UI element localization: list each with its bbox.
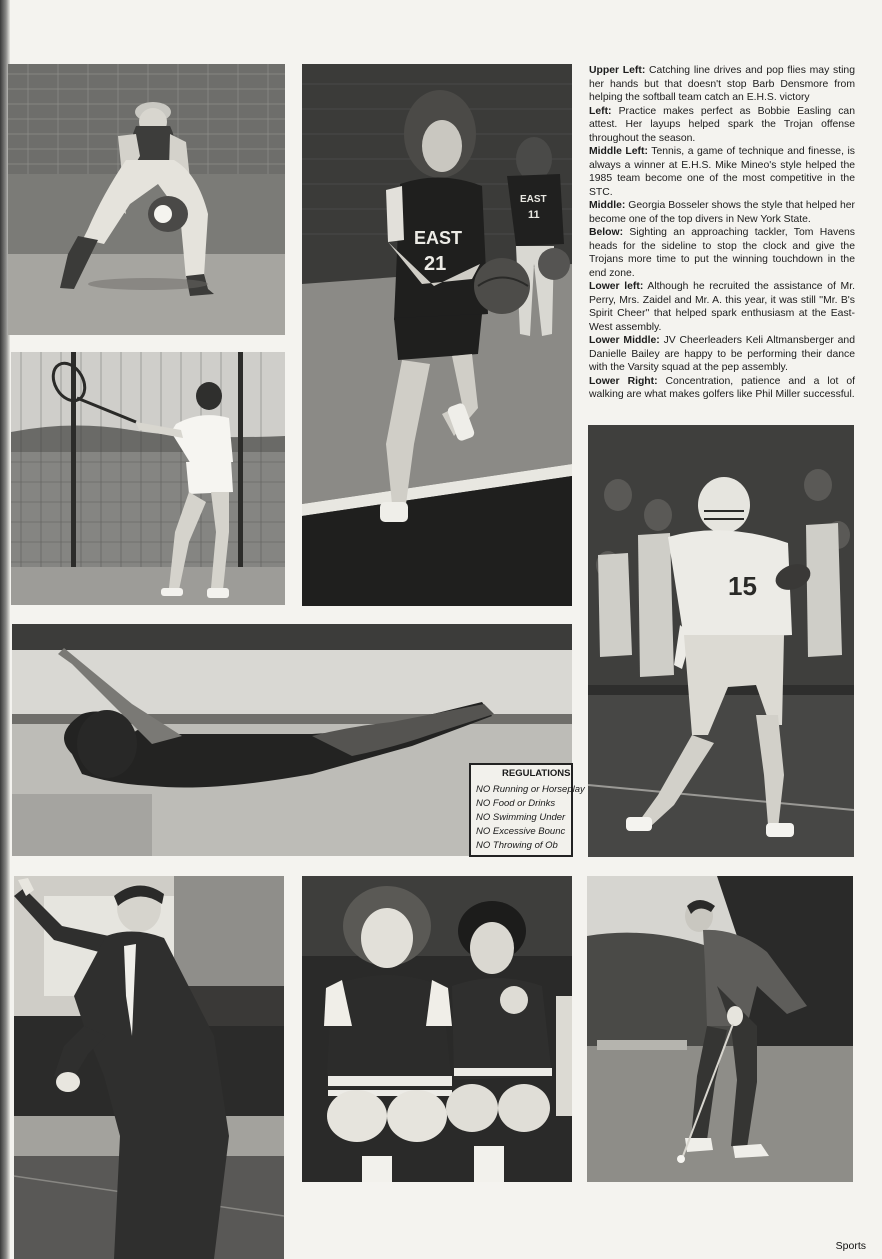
sign-line-3: NO Food or Drinks <box>476 798 556 809</box>
caption-lower-middle: Lower Middle: JV Cheerleaders Keli Altmansberger and Danielle Bailey are happy to be performing their dance with the Varsity squad at the pep assembly. <box>589 335 855 373</box>
photo-captions <box>589 64 855 402</box>
sign-line-6: NO Throwing of Ob <box>476 840 558 851</box>
caption-lower-right: Lower Right: Concentration, patience and a lot of walking are what makes golfers like Phil Miller successful. <box>589 375 855 400</box>
caption-middle: Middle: Georgia Bosseler shows the style that helped her become one of the top divers in New York State. <box>589 200 855 225</box>
football-jersey-number: 15 <box>728 571 757 601</box>
jersey-number: 21 <box>424 253 447 275</box>
caption-lower-left: Lower left: Although he recruited the assistance of Mr. Perry, Mrs. Zaidel and Mr. A. this year, it was still ''Mr. B's Spirit Cheer'' that helped spark enthusiasm at the East-West assembly. <box>589 281 855 333</box>
jersey-back-text: EAST <box>520 194 547 205</box>
section-footer: Sports <box>835 1240 866 1252</box>
softball-photo <box>8 64 285 335</box>
caption-left: Left: Practice makes perfect as Bobbie Easling can attest. Her layups helped spark the Trojan offense throughout the season. <box>589 105 855 144</box>
football-photo <box>588 425 854 857</box>
sign-line-2: NO Running or Horseplay <box>476 784 585 795</box>
sign-line-5: NO Excessive Bounc <box>476 826 566 837</box>
diver-photo <box>12 624 585 856</box>
jersey-back-number: 11 <box>528 209 540 221</box>
jersey-text: EAST <box>414 228 463 248</box>
caption-middle-left: Middle Left: Tennis, a game of technique and finesse, is always a winner at E.H.S. Mike Mineo's style helped the 1985 team become one of the most competitive in the STC. <box>589 146 855 198</box>
cheerleaders-photo <box>302 876 572 1182</box>
tennis-photo <box>11 352 285 605</box>
basketball-photo <box>302 64 572 606</box>
spirit-cheer-photo <box>14 876 284 1259</box>
golf-photo <box>587 876 853 1182</box>
caption-below: Below: Sighting an approaching tackler, Tom Havens heads for the sideline to stop the clock and give the Trojans more time to put the winning touchdown in the end zone. <box>589 227 855 279</box>
sign-line-4: NO Swimming Under <box>476 812 566 823</box>
sign-line-1: REGULATIONS <box>502 768 571 779</box>
caption-upper-left: Upper Left: Catching line drives and pop flies may sting her hands but that doesn't stop Barb Densmore from helping the softball team catch an E.H.S. victory <box>589 65 855 103</box>
